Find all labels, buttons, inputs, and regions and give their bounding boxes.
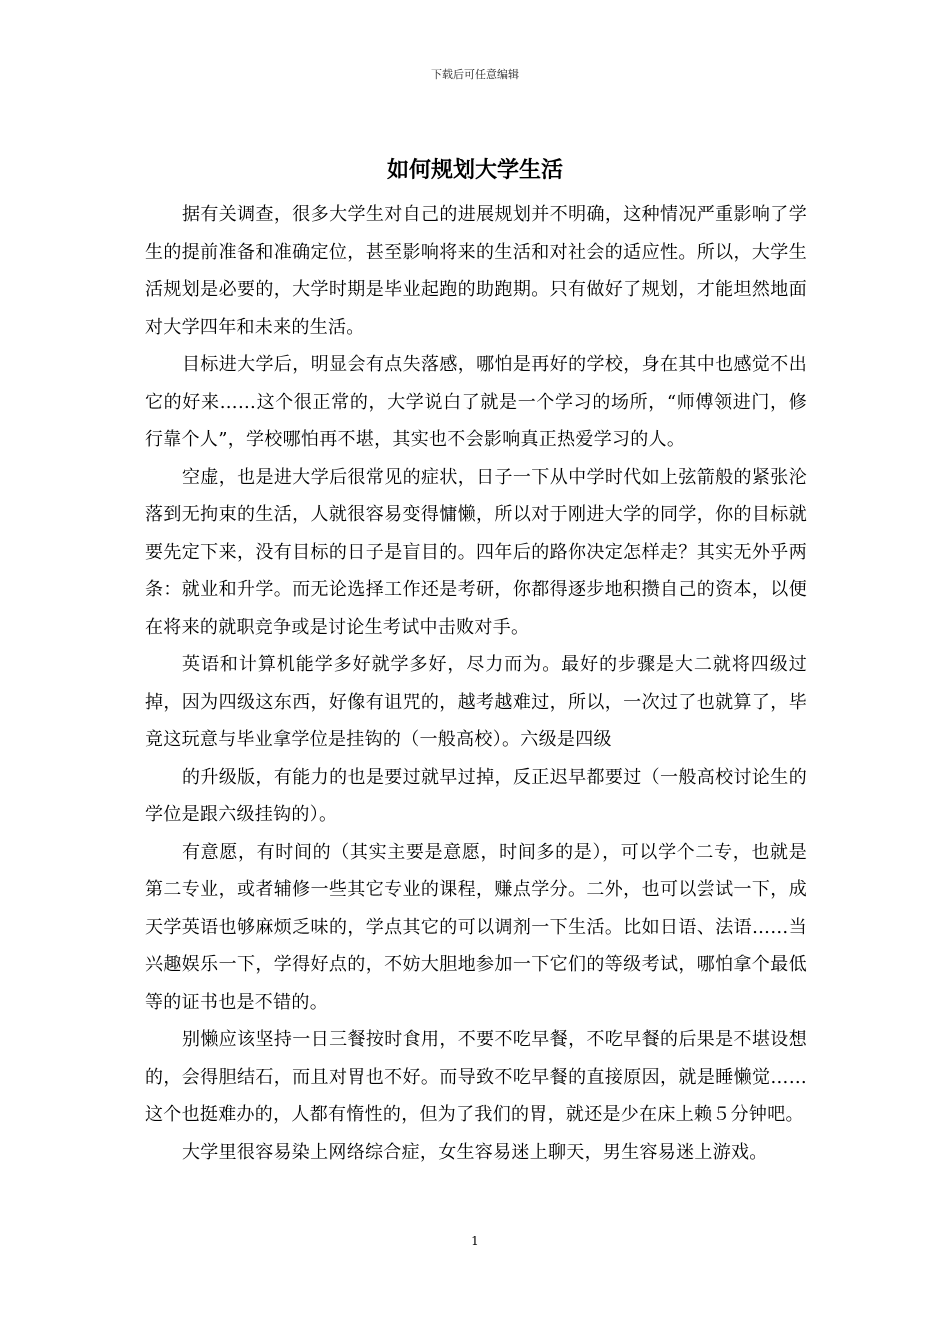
- document-title: 如何规划大学生活: [386, 157, 563, 183]
- header-note: 下载后可任意编辑: [431, 68, 519, 81]
- paragraph: 的升级版，有能力的也是要过就早过掉，反正迟早都要过（一般高校讨论生的学位是跟六级挂钩的）。: [145, 766, 807, 825]
- paragraph: 英语和计算机能学多好就学多好，尽力而为。最好的步骤是大二就将四级过掉，因为四级这东西，好像有诅咒的，越考越难过，所以，一次过了也就算了，毕竟这玩意与毕业拿学位是挂钩的（一般高校）。六级是四级: [145, 654, 807, 750]
- paragraph: 目标进大学后，明显会有点失落感，哪怕是再好的学校，身在其中也感觉不出它的好来……这个很正常的，大学说白了就是一个学习的场所，“师傅领进门，修行靠个人”，学校哪怕再不堪，其实也不会影响真正热爱学习的人。: [145, 354, 807, 450]
- paragraph: 别懒应该坚持一日三餐按时食用，不要不吃早餐，不吃早餐的后果是不堪设想的，会得胆结石，而且对胃也不好。而导致不吃早餐的直接原因，就是睡懒觉……这个也挺难办的，人都有惰性的，但为了我们的胃，就还是少在床上赖５分钟吧。: [145, 1029, 807, 1125]
- paragraph: 大学里很容易染上网络综合症，女生容易迷上聊天，男生容易迷上游戏。: [182, 1141, 768, 1163]
- page-number: 1: [471, 1234, 479, 1248]
- paragraph: 空虚，也是进大学后很常见的症状，日子一下从中学时代如上弦箭般的紧张沦落到无拘束的生活，人就很容易变得慵懒，所以对于刚进大学的同学，你的目标就要先定下来，没有目标的日子是盲目的。四年后的路你决定怎样走？其实无外乎两条：就业和升学。而无论选择工作还是考研，你都得逐步地积攒自己的资本，以便在将来的就职竞争或是讨论生考试中击败对手。: [145, 466, 807, 638]
- paragraph: 据有关调查，很多大学生对自己的进展规划并不明确，这种情况严重影响了学生的提前准备和准确定位，甚至影响将来的生活和对社会的适应性。所以，大学生活规划是必要的，大学时期是毕业起跑的助跑期。只有做好了规划，才能坦然地面对大学四年和未来的生活。: [145, 204, 807, 338]
- paragraph: 有意愿，有时间的（其实主要是意愿，时间多的是），可以学个二专，也就是第二专业，或者辅修一些其它专业的课程，赚点学分。二外，也可以尝试一下，成天学英语也够麻烦乏味的，学点其它的可以调剂一下生活。比如日语、法语……当兴趣娱乐一下，学得好点的，不妨大胆地参加一下它们的等级考试，哪怕拿个最低等的证书也是不错的。: [145, 841, 807, 1013]
- document-body: [145, 196, 807, 1171]
